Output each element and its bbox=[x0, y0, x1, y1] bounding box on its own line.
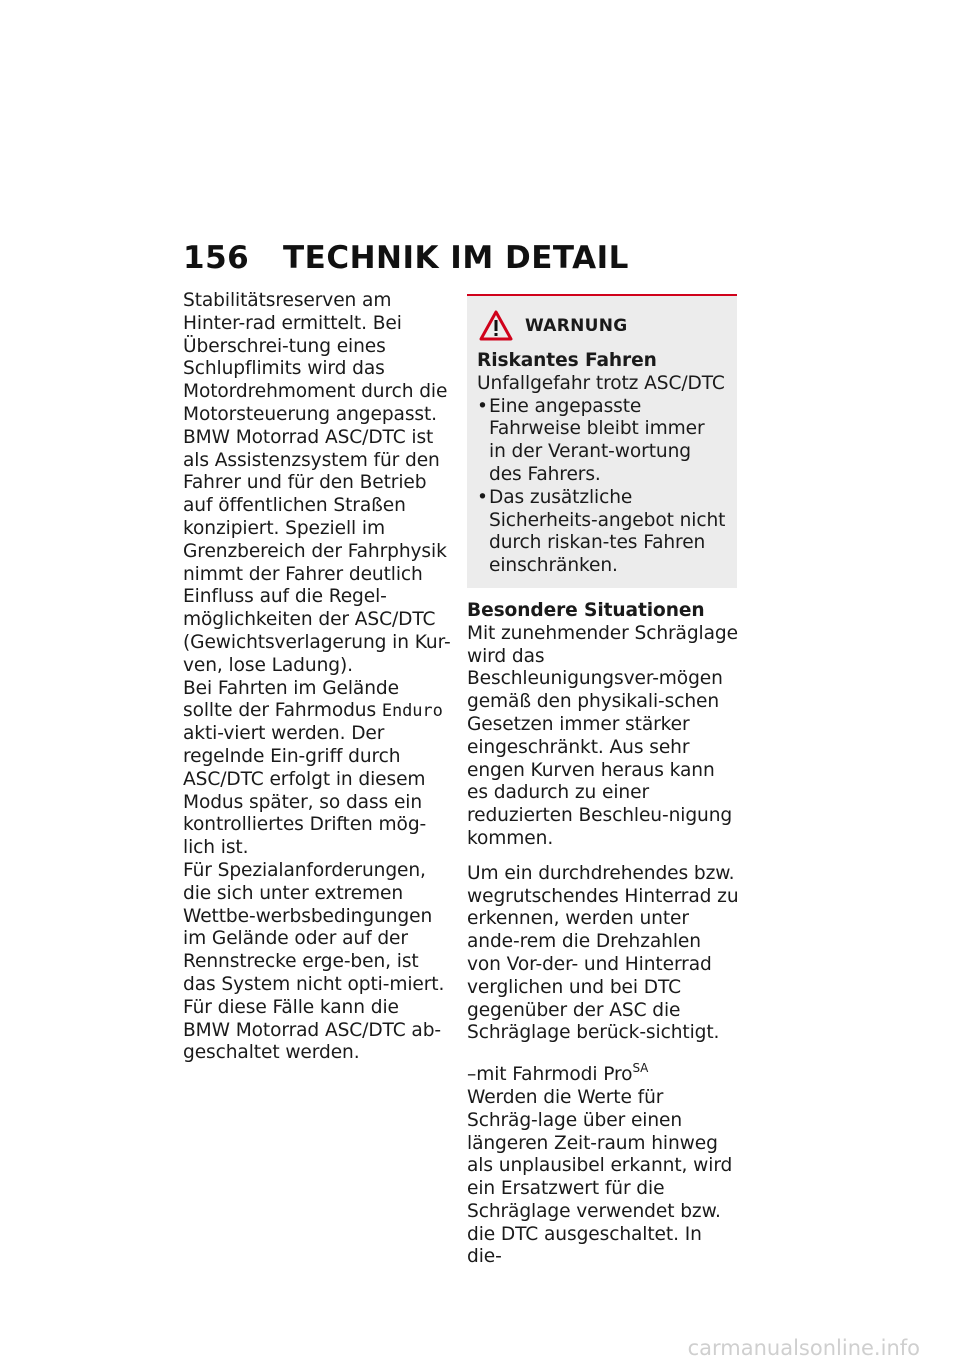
section-heading: Besondere Situationen bbox=[467, 599, 705, 621]
warning-header bbox=[477, 310, 727, 342]
sa-marker: SA bbox=[632, 1061, 649, 1076]
right-column bbox=[467, 290, 739, 1269]
paragraph: Um ein durchdrehendes bzw. wegrutschendes Hinterrad zu erkennen, werden unter ande-rem die Drehzahlen von Vor-der- und Hinterrad verglichen und bei DTC gegenüber der ASC die Schräglage berück-sichtigt. bbox=[467, 862, 739, 1044]
paragraph: BMW Motorrad ASC/DTC ist als Assistenzsystem für den Fahrer und für den Betrieb auf öffentlichen Straßen konzipiert. Speziell im Grenzbereich der Fahrphysik nimmt der Fahrer deutlich Einfluss auf die Regel-möglichkeiten der ASC/DTC (Gewichtsverlagerung in Kur-ven, lose Ladung). bbox=[183, 426, 451, 676]
warning-bullet: • Eine angepasste Fahrweise bleibt immer in der Verant-wortung des Fahrers. bbox=[477, 395, 705, 485]
warning-heading: Riskantes Fahren bbox=[477, 350, 657, 371]
paragraph: Bei Fahrten im Gelände sollte der Fahrmodus Enduro akti-viert werden. Der regelnde Ein-griff durch ASC/DTC erfolgt in diesem Modus später, so dass ein kontrolliertes Driften mög-lich ist. bbox=[183, 677, 443, 859]
paragraph: Werden die Werte für Schräg-lage über einen längeren Zeit-raum hinweg als unplausibel erkannt, wird ein Ersatzwert für die Schräglage verwendet bzw. die DTC ausgeschaltet. In die- bbox=[467, 1086, 733, 1268]
warning-triangle-icon bbox=[479, 310, 513, 342]
paragraph: Stabilitätsreserven am Hinter-rad ermittelt. Bei Überschrei-tung eines Schlupflimits wird das Motordrehmoment durch die Motorsteuerung angepasst. bbox=[183, 290, 448, 425]
paragraph: Mit zunehmender Schräglage wird das Beschleunigungsver-mögen gemäß den physikali-schen Gesetzen immer stärker eingeschränkt. Aus sehr engen Kurven heraus kann es dadurch zu einer reduzierten Beschleu-nigung kommen. bbox=[467, 622, 738, 849]
warning-box bbox=[467, 294, 737, 588]
left-column bbox=[183, 290, 451, 1065]
warning-label: WARNUNG bbox=[525, 315, 628, 336]
page-header bbox=[183, 240, 629, 276]
mode-label: –mit Fahrmodi Pro$^{SA}$ bbox=[467, 1061, 649, 1086]
section-title: TECHNIK IM DETAIL bbox=[283, 240, 629, 276]
warning-bullet: • Das zusätzliche Sicherheits-angebot nicht durch riskan-tes Fahren einschränken. bbox=[477, 486, 726, 577]
mode-name: Enduro bbox=[381, 701, 443, 722]
paragraph: Für Spezialanforderungen, die sich unter extremen Wettbe-werbsbedingungen im Gelände oder auf der Rennstrecke erge-ben, ist das System nicht opti-miert. Für diese Fälle kann die BMW Motorrad ASC/DTC ab-geschaltet werden. bbox=[183, 859, 445, 1064]
watermark: carmanualsonline.info bbox=[687, 1336, 920, 1360]
warning-subtitle: Unfallgefahr trotz ASC/DTC bbox=[477, 372, 725, 394]
page-number: 156 bbox=[183, 240, 250, 276]
